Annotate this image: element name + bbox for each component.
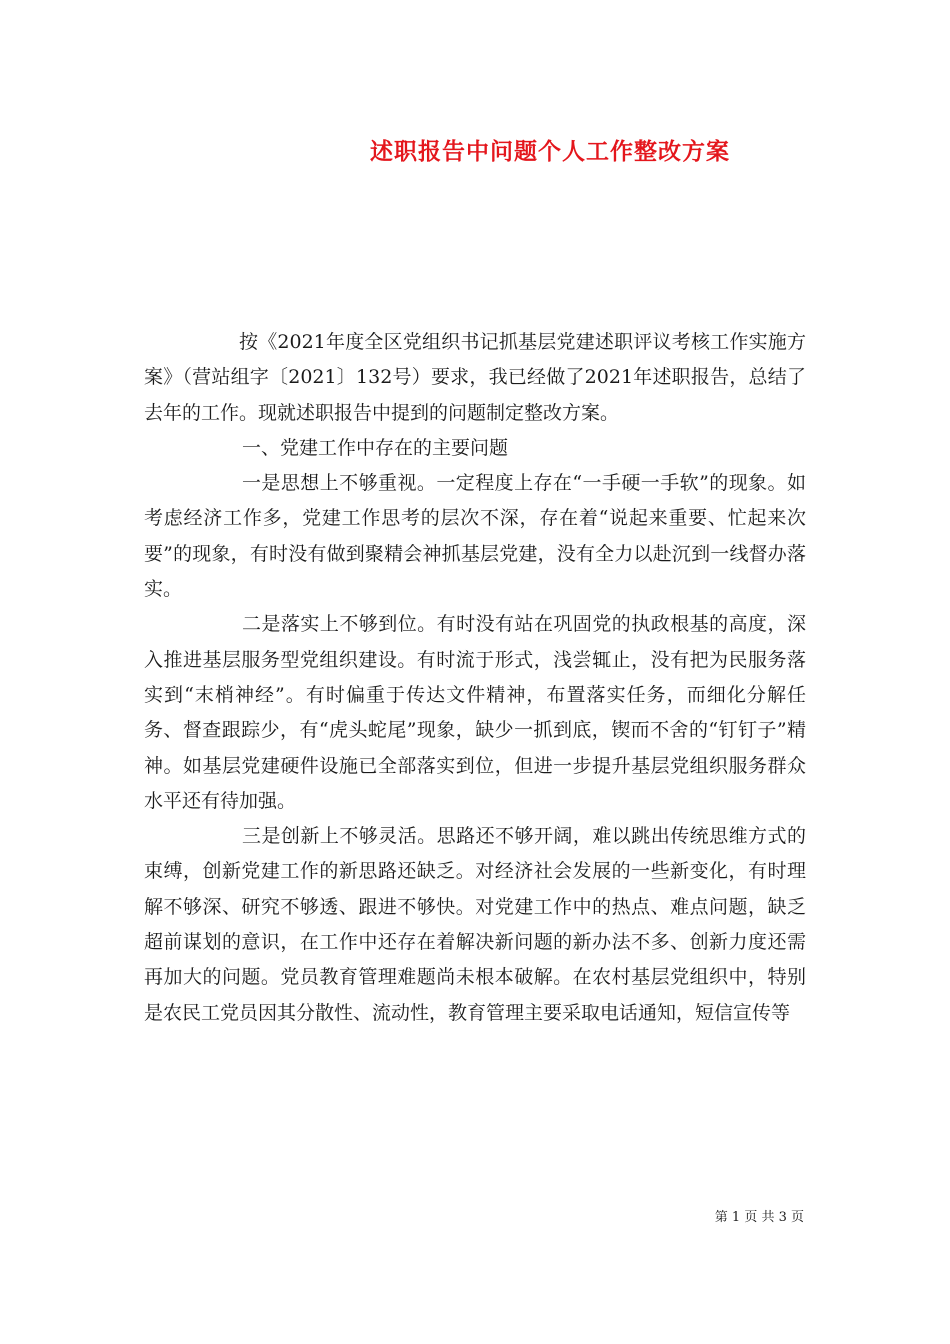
- document-body: [144, 325, 806, 1031]
- page-number: 第 1 页 共 3 页: [714, 1210, 804, 1225]
- document-title: 述职报告中问题个人工作整改方案: [370, 138, 730, 165]
- paragraph-intro: 按《2021年度全区党组织书记抓基层党建述职评议考核工作实施方案》（营站组字〔2021〕132号）要求，我已经做了2021年述职报告，总结了去年的工作。现就述职报告中提到的问题制定整改方案。: [144, 331, 806, 424]
- section-heading: 一、党建工作中存在的主要问题: [242, 436, 509, 459]
- paragraph-issue-3: 三是创新上不够灵活。思路还不够开阔，难以跳出传统思维方式的束缚，创新党建工作的新思路还缺乏。对经济社会发展的一些新变化，有时理解不够深、研究不够透、跟进不够快。对党建工作中的热点、难点问题，缺乏超前谋划的意识，在工作中还存在着解决新问题的新办法不多、创新力度还需再加大的问题。党员教育管理难题尚未根本破解。在农村基层党组织中，特别是农民工党员因其分散性、流动性，教育管理主要采取电话通知，短信宣传等: [144, 825, 806, 1024]
- paragraph-issue-1: 一是思想上不够重视。一定程度上存在“一手硬一手软”的现象。如考虑经济工作多，党建工作思考的层次不深，存在着“说起来重要、忙起来次要”的现象，有时没有做到聚精会神抓基层党建，没有全力以赴沉到一线督办落实。: [144, 472, 806, 601]
- paragraph-issue-2: 二是落实上不够到位。有时没有站在巩固党的执政根基的高度，深入推进基层服务型党组织建设。有时流于形式，浅尝辄止，没有把为民服务落实到“末梢神经”。有时偏重于传达文件精神，布置落实任务，而细化分解任务、督查跟踪少，有“虎头蛇尾”现象，缺少一抓到底，锲而不舍的“钉钉子”精神。如基层党建硬件设施已全部落实到位，但进一步提升基层党组织服务群众水平还有待加强。: [144, 613, 806, 812]
